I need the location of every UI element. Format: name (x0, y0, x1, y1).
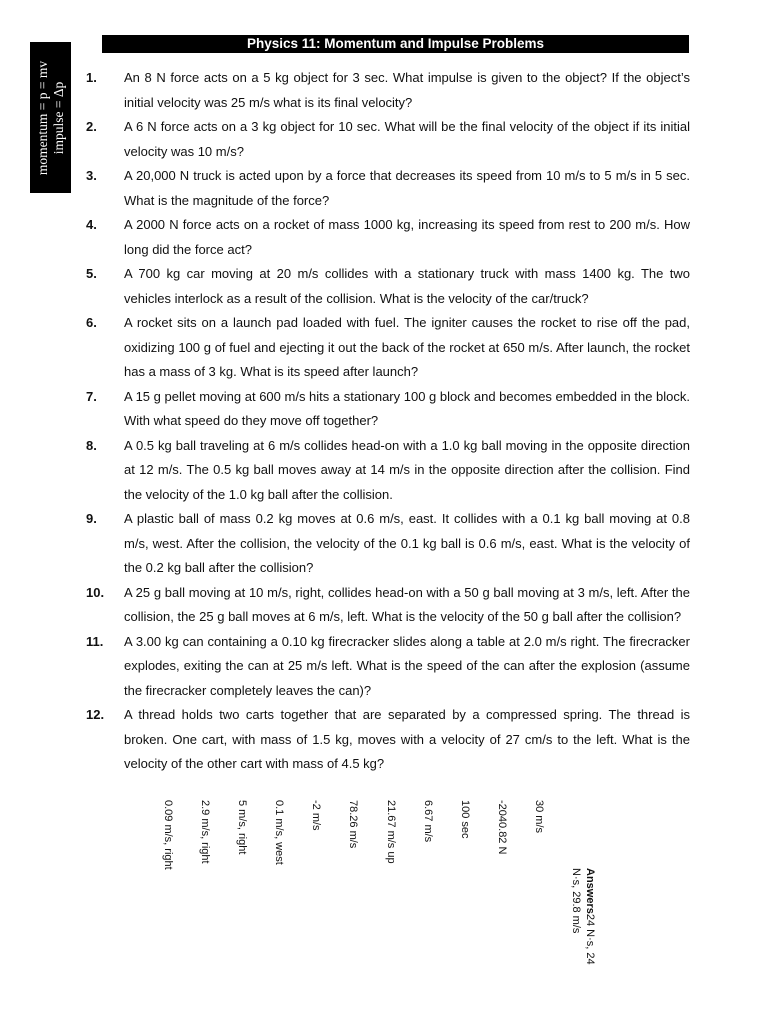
problem-number: 4. (86, 217, 97, 232)
problem-number: 10. (86, 584, 105, 600)
answer-item: 78.26 m/s (347, 800, 359, 849)
page-title: Physics 11: Momentum and Impulse Problems (102, 35, 689, 53)
answers-first-line: 24 N·s, 24 (584, 913, 596, 965)
answer-item: 30 m/s (533, 800, 545, 834)
problem-item (86, 507, 690, 581)
answer-item: 2.9 m/s, right (199, 800, 211, 864)
problem-text: An 8 N force acts on a 5 kg object for 3 sec. What impulse is given to the object? If the object’s initial velocity was 25 m/s what is its final velocity? (124, 70, 690, 110)
answer-item: 21.67 m/s up (385, 800, 397, 864)
problem-number: 2. (86, 119, 97, 134)
problem-text: A 3.00 kg can containing a 0.10 kg firecracker slides along a table at 2.0 m/s right. The firecracker explodes, exiting the can at 25 m/s left. What is the speed of the can after the explosion (assume the firecracker completely leaves the can)? (124, 633, 690, 698)
problem-item (86, 213, 690, 262)
answer-item: 6.67 m/s (422, 800, 434, 843)
answer-item: -2040.82 N (496, 800, 508, 855)
answers-heading: Answers (584, 868, 596, 914)
impulse-formula: impulse = Δp (50, 81, 66, 154)
problem-number: 8. (86, 437, 97, 453)
problem-number: 11. (86, 633, 104, 649)
answer-item: 0.1 m/s, west (273, 800, 285, 865)
problem-list (86, 66, 690, 777)
problem-number: 12. (86, 707, 105, 722)
answer-item: 0.09 m/s, right (162, 800, 174, 870)
problem-number: 1. (86, 70, 97, 85)
problem-text: A 6 N force acts on a 3 kg object for 10 sec. What will be the final velocity of the object if its initial velocity was 10 m/s? (124, 119, 690, 159)
problem-text: A 20,000 N truck is acted upon by a force that decreases its speed from 10 m/s to 5 m/s in 5 sec. What is the magnitude of the force? (124, 168, 690, 208)
problem-text: A thread holds two carts together that are separated by a compressed spring. The thread is broken. One cart, with mass of 1.5 kg, moves with a velocity of 27 cm/s to the left. What is the velocity of the other cart with mass of 4.5 kg? (124, 707, 690, 771)
problem-item (86, 630, 690, 704)
problem-number: 6. (86, 315, 97, 330)
problem-item (86, 262, 690, 311)
problem-item (86, 115, 690, 164)
problem-number: 5. (86, 266, 97, 281)
problem-number: 7. (86, 388, 97, 404)
problem-text: A 15 g pellet moving at 600 m/s hits a stationary 100 g block and becomes embedded in the block. With what speed do they move off together? (124, 388, 690, 428)
problem-item (86, 164, 690, 213)
problem-text: A 2000 N force acts on a rocket of mass 1000 kg, increasing its speed from rest to 200 m/s. How long did the force act? (124, 217, 690, 257)
problem-item (86, 385, 690, 434)
problem-text: A 700 kg car moving at 20 m/s collides with a stationary truck with mass 1400 kg. The two vehicles interlock as a result of the collision. What is the velocity of the car/truck? (124, 266, 690, 306)
answer-item: 5 m/s, right (236, 800, 248, 855)
formula-sidebar (30, 42, 71, 193)
momentum-formula: momentum = p = mv (34, 60, 50, 175)
problem-item (86, 703, 690, 777)
problem-item (86, 581, 690, 630)
answers-heading-block (569, 868, 597, 965)
problem-text: A 0.5 kg ball traveling at 6 m/s collides head-on with a 1.0 kg ball moving in the opposite direction at 12 m/s. The 0.5 kg ball moves away at 14 m/s in the opposite direction after the collision. Find the velocity of the 1.0 kg ball after the collision. (124, 437, 690, 502)
problem-item (86, 66, 690, 115)
answer-item: -2 m/s (310, 800, 322, 831)
problem-item (86, 311, 690, 385)
problem-text: A plastic ball of mass 0.2 kg moves at 0.6 m/s, east. It collides with a 0.1 kg ball moving at 0.8 m/s, west. After the collision, the velocity of the 0.1 kg ball is 0.6 m/s, east. What is the velocity of the 0.2 kg ball after the collision? (124, 511, 690, 575)
problem-number: 9. (86, 511, 97, 526)
problem-text: A rocket sits on a launch pad loaded with fuel. The igniter causes the rocket to rise off the pad, oxidizing 100 g of fuel and ejecting it out the back of the rocket at 650 m/s. After launch, the rocket has a mass of 3 kg. What is its speed after launch? (124, 315, 690, 379)
problem-text: A 25 g ball moving at 10 m/s, right, collides head-on with a 50 g ball moving at 3 m/s, left. After the collision, the 25 g ball moves at 6 m/s, left. What is the velocity of the 50 g ball after the collision? (124, 584, 690, 624)
answer-item: 100 sec (459, 800, 471, 839)
answers-second-line: N·s, 29.8 m/s (570, 868, 582, 934)
problem-number: 3. (86, 168, 97, 183)
formula-text (35, 60, 67, 174)
problem-item (86, 434, 690, 508)
